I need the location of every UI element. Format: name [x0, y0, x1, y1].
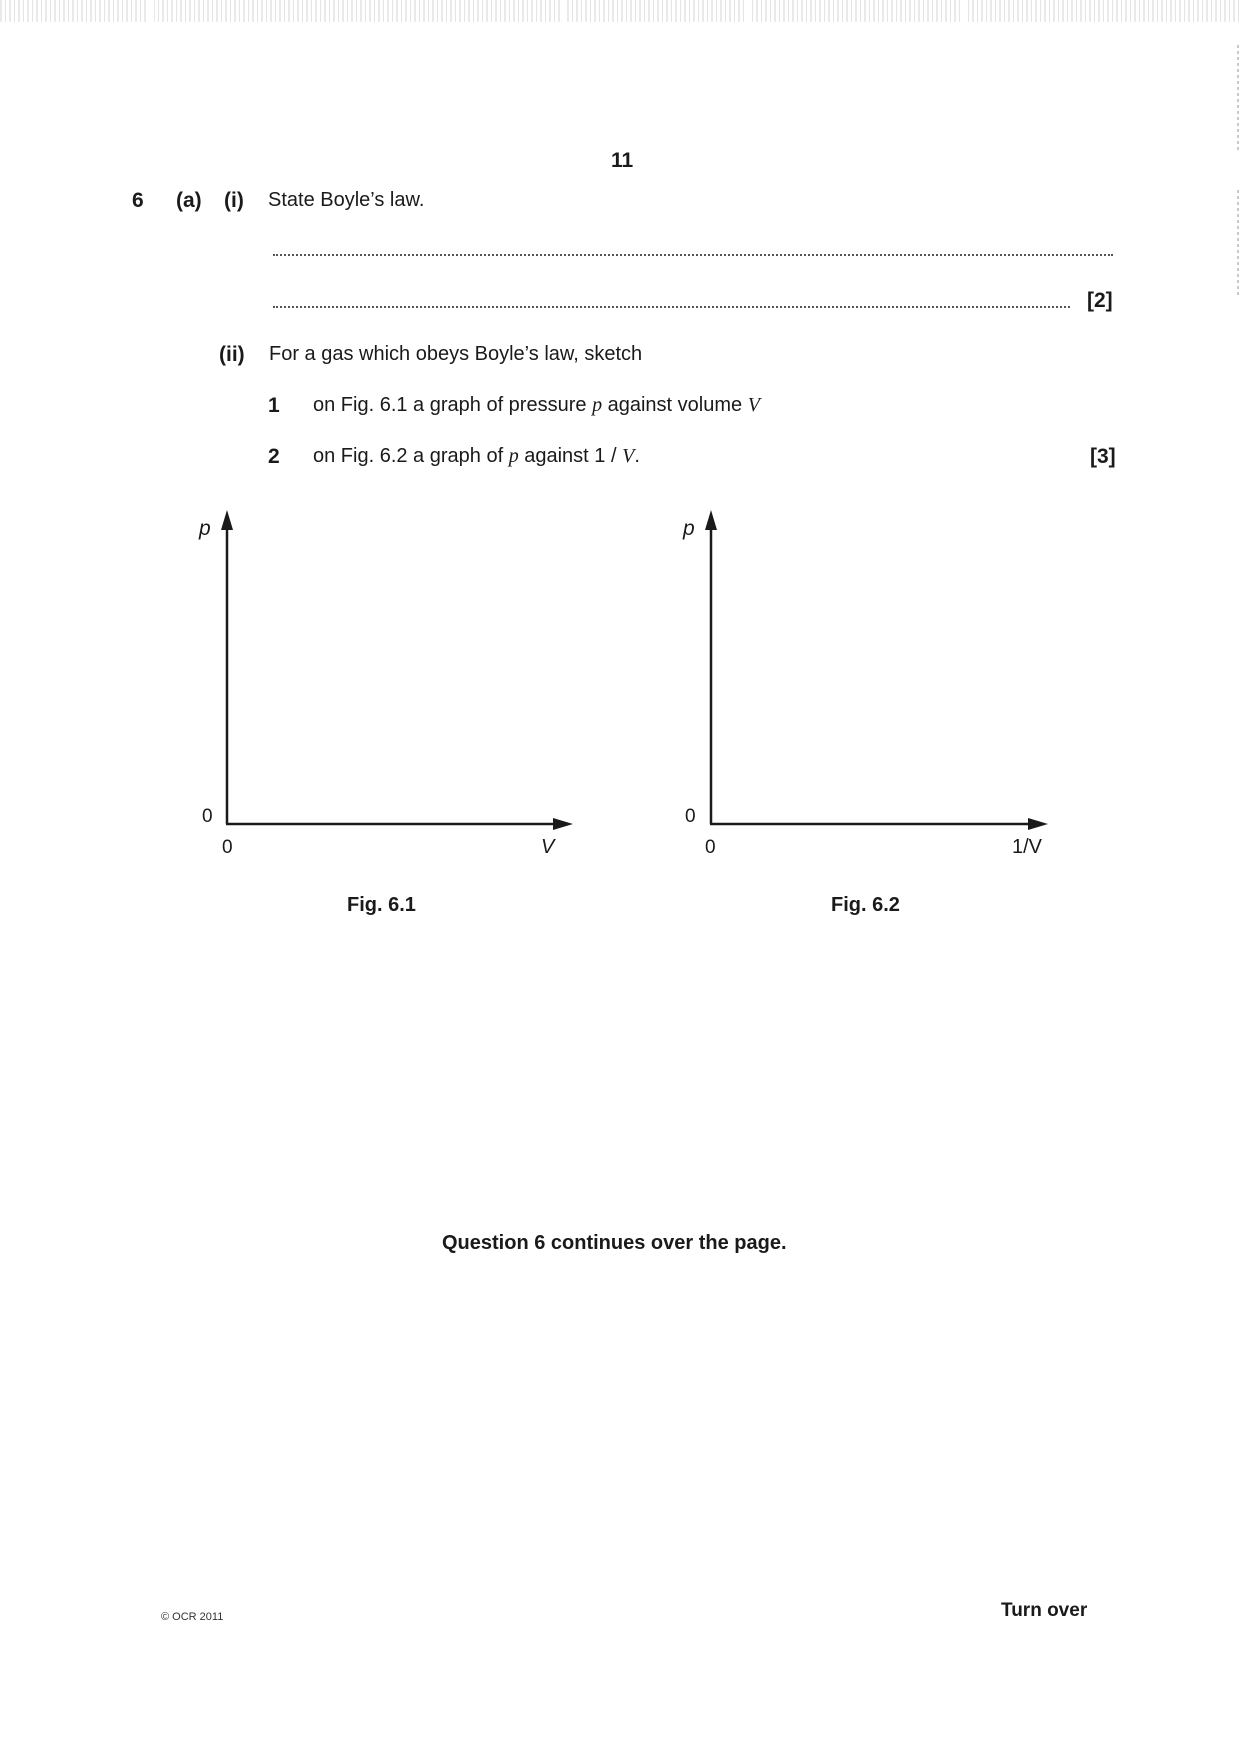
sub-i-marks: [2] [1087, 289, 1113, 312]
figure-6-2[interactable] [675, 505, 1075, 865]
x-axis-arrow-icon [553, 818, 573, 830]
scan-gap [148, 0, 154, 22]
y-axis-label: p [683, 517, 695, 540]
answer-line-1[interactable] [273, 254, 1113, 256]
continues-note: Question 6 continues over the page. [442, 1232, 787, 1254]
item-1-text: on Fig. 6.1 a graph of pressure p against volume V [313, 394, 760, 416]
sub-i-label: (i) [224, 189, 244, 212]
scan-gap [560, 0, 565, 22]
item-2-number: 2 [268, 445, 280, 468]
item-2-text: on Fig. 6.2 a graph of p against 1 / V. [313, 445, 640, 467]
scan-gap [960, 0, 966, 22]
footer-copyright: © OCR 2011 [161, 1611, 224, 1623]
sub-ii-label: (ii) [219, 343, 245, 366]
y-axis-arrow-icon [705, 510, 717, 530]
y-origin-label: 0 [202, 806, 213, 827]
scan-edge-right [1237, 190, 1239, 295]
y-origin-label: 0 [685, 806, 696, 827]
part-a-label: (a) [176, 189, 202, 212]
question-number: 6 [132, 189, 144, 212]
sub-ii-text: For a gas which obeys Boyle’s law, sketch [269, 343, 643, 365]
sub-ii-marks: [3] [1090, 445, 1116, 468]
scan-gap [745, 0, 751, 22]
scan-edge-right [1237, 45, 1239, 150]
figure-6-2-caption: Fig. 6.2 [831, 894, 900, 916]
x-axis-label: V [541, 836, 555, 858]
sub-i-text: State Boyle’s law. [268, 189, 425, 211]
x-axis-arrow-icon [1028, 818, 1048, 830]
figure-6-1[interactable] [190, 505, 590, 865]
x-origin-label: 0 [222, 837, 233, 858]
x-origin-label: 0 [705, 837, 716, 858]
figure-6-1-caption: Fig. 6.1 [347, 894, 416, 916]
item-1-number: 1 [268, 394, 280, 417]
scan-edge-top [0, 0, 1241, 22]
x-axis-label: 1/V [1012, 836, 1043, 858]
answer-line-2[interactable] [273, 306, 1070, 308]
y-axis-label: p [199, 517, 211, 540]
page-number: 11 [611, 149, 634, 172]
turn-over: Turn over [1001, 1600, 1088, 1621]
y-axis-arrow-icon [221, 510, 233, 530]
